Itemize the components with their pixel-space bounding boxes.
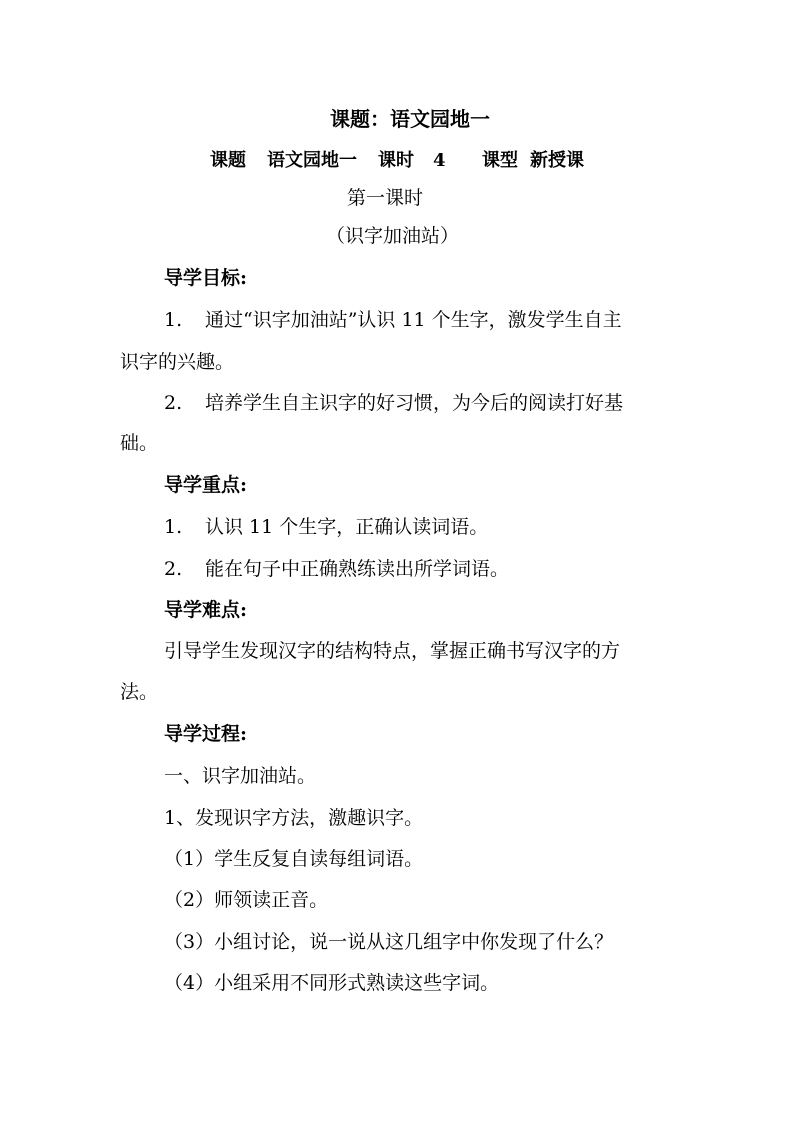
lesson-subtitle: （识字加油站） [326, 225, 460, 247]
goals-heading: 导学目标: [164, 267, 248, 289]
goal-2-text: 培养学生自主识字的好习惯，为今后的阅读打好基 [205, 392, 624, 414]
page-title: 课题：语文园地一 [330, 107, 490, 131]
goal-2-continuation: 础。 [120, 432, 159, 454]
difficulties-text: 引导学生发现汉字的结构特点，掌握正确书写汉字的方 [164, 640, 621, 662]
process-line-2: 1、发现识字方法，激趣识字。 [164, 807, 424, 829]
key-point-2-number: 2. [164, 558, 183, 580]
difficulties-heading: 导学难点: [164, 599, 248, 621]
lesson-label: 第一课时 [347, 187, 424, 209]
key-point-1-text: 认识 11 个生字，正确认读词语。 [205, 516, 489, 538]
key-point-1-number: 1. [164, 516, 183, 538]
key-point-2-text: 能在句子中正确熟练读出所学词语。 [205, 558, 510, 580]
type-label: 课型 [482, 150, 518, 171]
difficulties-continuation: 法。 [120, 681, 159, 703]
goal-1-text: 通过“识字加油站”认识 11 个生字，激发学生自主 [205, 309, 622, 331]
period-label: 课时 [378, 150, 414, 171]
process-line-4: （2）师领读正音。 [164, 889, 329, 911]
goal-1-continuation: 识字的兴趣。 [120, 351, 235, 373]
process-line-5: （3）小组讨论，说一说从这几组字中你发现了什么？ [164, 931, 614, 953]
process-heading: 导学过程: [164, 723, 248, 745]
topic-label: 课题 [210, 150, 246, 171]
key-points-heading: 导学重点: [164, 474, 248, 496]
process-line-1: 一、识字加油站。 [164, 765, 317, 787]
goal-1-number: 1. [164, 309, 183, 331]
goal-2-number: 2. [164, 392, 183, 414]
topic-value: 语文园地一 [267, 150, 357, 171]
type-value: 新授课 [530, 150, 584, 171]
process-line-6: （4）小组采用不同形式熟读这些字词。 [164, 972, 500, 994]
process-line-3: （1）学生反复自读每组词语。 [164, 848, 424, 870]
period-value: 4 [433, 150, 446, 171]
